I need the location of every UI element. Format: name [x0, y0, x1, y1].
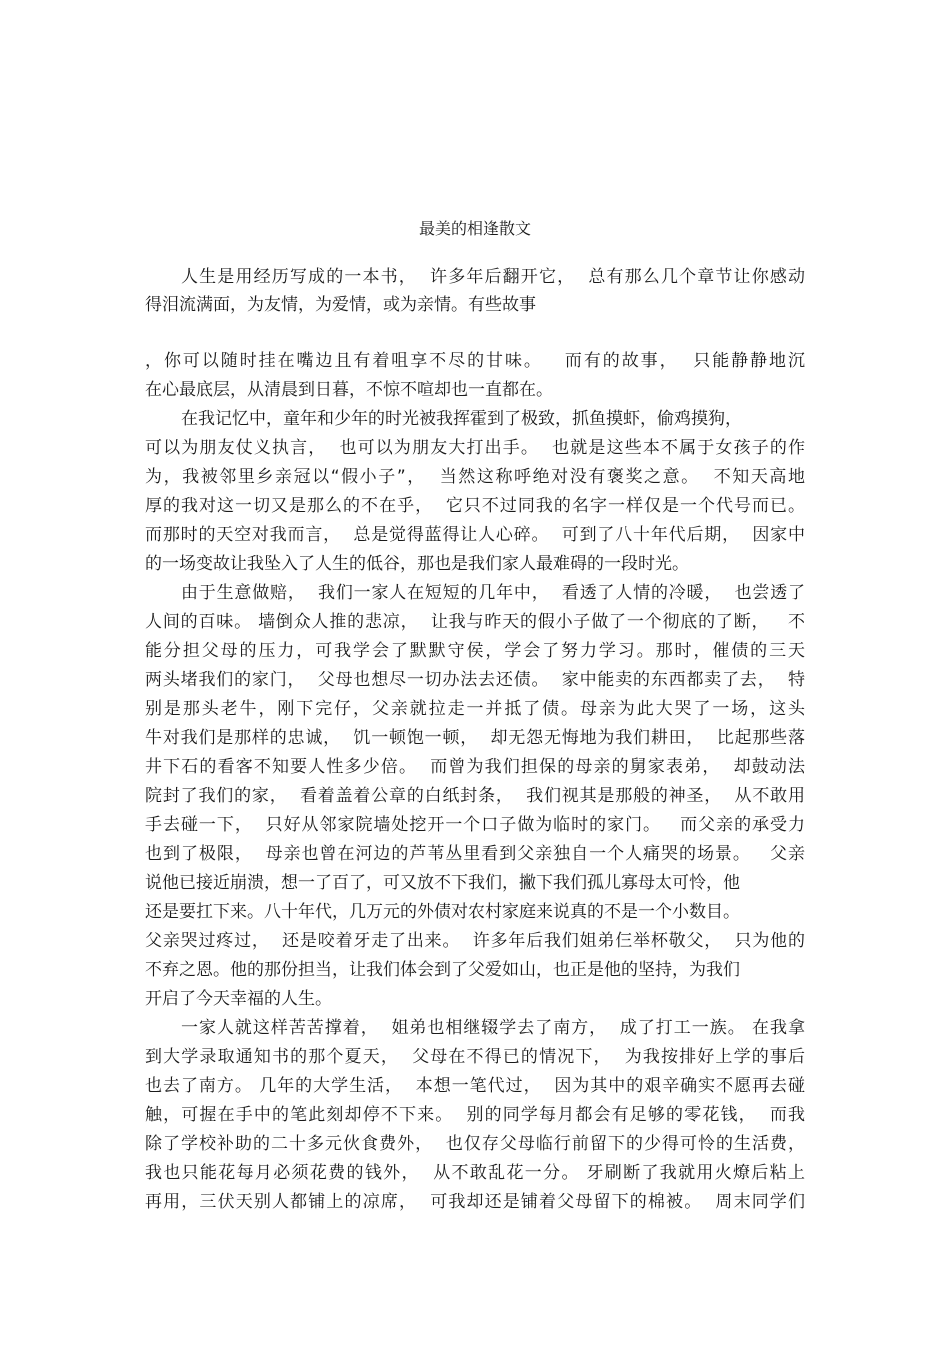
text-line: 由于生意做赔， 我们一家人在短短的几年中， 看透了人情的冷暖， 也尝透了 [181, 583, 805, 603]
text-line: 别是那头老牛，刚下完仔，父亲就拉走一并抵了债。母亲为此大哭了一场，这头 [145, 699, 805, 719]
text-line: 一家人就这样苦苦撑着， 姐弟也相继辍学去了南方， 成了打工一族。 在我拿 [181, 1018, 805, 1038]
text-line: 人间的百味。 墙倒众人推的悲凉， 让我与昨天的假小子做了一个彻底的了断， 不 [145, 612, 805, 632]
text-line: 除了学校补助的二十多元伙食费外， 也仅存父母临行前留下的少得可怜的生活费， [145, 1134, 805, 1154]
text-line: 两头堵我们的家门， 父母也想尽一切办法去还债。 家中能卖的东西都卖了去， 特 [145, 670, 805, 690]
document-title: 最美的相逢散文 [418, 219, 531, 238]
text-line: 开启了今天幸福的人生。 [145, 989, 332, 1009]
text-line: 触，可握在手中的笔此刻却停不下来。 别的同学每月都会有足够的零花钱， 而我 [145, 1105, 805, 1125]
text-line: 得泪流满面，为友情，为爱情，或为亲情。有些故事 [145, 295, 536, 315]
text-line: 也去了南方。 几年的大学生活， 本想一笔代过， 因为其中的艰辛确实不愿再去碰 [145, 1076, 805, 1096]
text-line: 厚的我对这一切又是那么的不在乎， 它只不过同我的名字一样仅是一个代号而已。 [145, 496, 805, 516]
text-line: 也到了极限， 母亲也曾在河边的芦苇丛里看到父亲独自一个人痛哭的场景。 父亲 [145, 844, 805, 864]
text-line: 在我记忆中，童年和少年的时光被我挥霍到了极致，抓鱼摸虾，偷鸡摸狗， [181, 409, 742, 429]
text-line: 不弃之恩。他的那份担当，让我们体会到了父爱如山，也正是他的坚持，为我们 [145, 960, 740, 980]
text-line: 再用，三伏天别人都铺上的凉席， 可我却还是铺着父母留下的棉被。 周末同学们 [145, 1192, 805, 1212]
text-line: ，你可以随时挂在嘴边且有着咀享不尽的甘味。 而有的故事， 只能静静地沉 [145, 351, 805, 371]
text-line: 为，我被邻里乡亲冠以“假小子”， 当然这称呼绝对没有褒奖之意。 不知天高地 [145, 467, 805, 487]
text-line: 可以为朋友仗义执言， 也可以为朋友大打出手。 也就是这些本不属于女孩子的作 [145, 438, 805, 458]
text-line: 牛对我们是那样的忠诚， 饥一顿饱一顿， 却无怨无悔地为我们耕田， 比起那些落 [145, 728, 805, 748]
text-line: 的一场变故让我坠入了人生的低谷，那也是我们家人最难碍的一段时光。 [145, 554, 689, 574]
text-line: 手去碰一下， 只好从邻家院墙处挖开一个口子做为临时的家门。 而父亲的承受力 [145, 815, 805, 835]
text-line: 人生是用经历写成的一本书， 许多年后翻开它， 总有那么几个章节让你感动 [181, 267, 805, 287]
text-line: 井下石的看客不知要人性多少倍。 而曾为我们担保的母亲的舅家表弟， 却鼓动法 [145, 757, 805, 777]
text-line: 说他已接近崩溃，想一了百了，可又放不下我们，撇下我们孤儿寡母太可怜，他 [145, 873, 740, 893]
text-line: 父亲哭过疼过， 还是咬着牙走了出来。 许多年后我们姐弟仨举杯敬父， 只为他的 [145, 931, 805, 951]
text-line: 我也只能花每月必须花费的钱外， 从不敢乱花一分。 牙刷断了我就用火燎后粘上 [145, 1163, 805, 1183]
text-line: 而那时的天空对我而言， 总是觉得蓝得让人心碎。 可到了八十年代后期， 因家中 [145, 525, 805, 545]
text-line: 到大学录取通知书的那个夏天， 父母在不得已的情况下， 为我按排好上学的事后 [145, 1047, 805, 1067]
text-line: 院封了我们的家， 看着盖着公章的白纸封条， 我们视其是那般的神圣， 从不敢用 [145, 786, 805, 806]
text-line: 还是要扛下来。八十年代，几万元的外债对农村家庭来说真的不是一个小数目。 [145, 902, 740, 922]
text-line: 能分担父母的压力，可我学会了默默守侯，学会了努力学习。那时，催债的三天 [145, 641, 805, 661]
text-line: 在心最底层，从清晨到日暮，不惊不喧却也一直都在。 [145, 380, 553, 400]
